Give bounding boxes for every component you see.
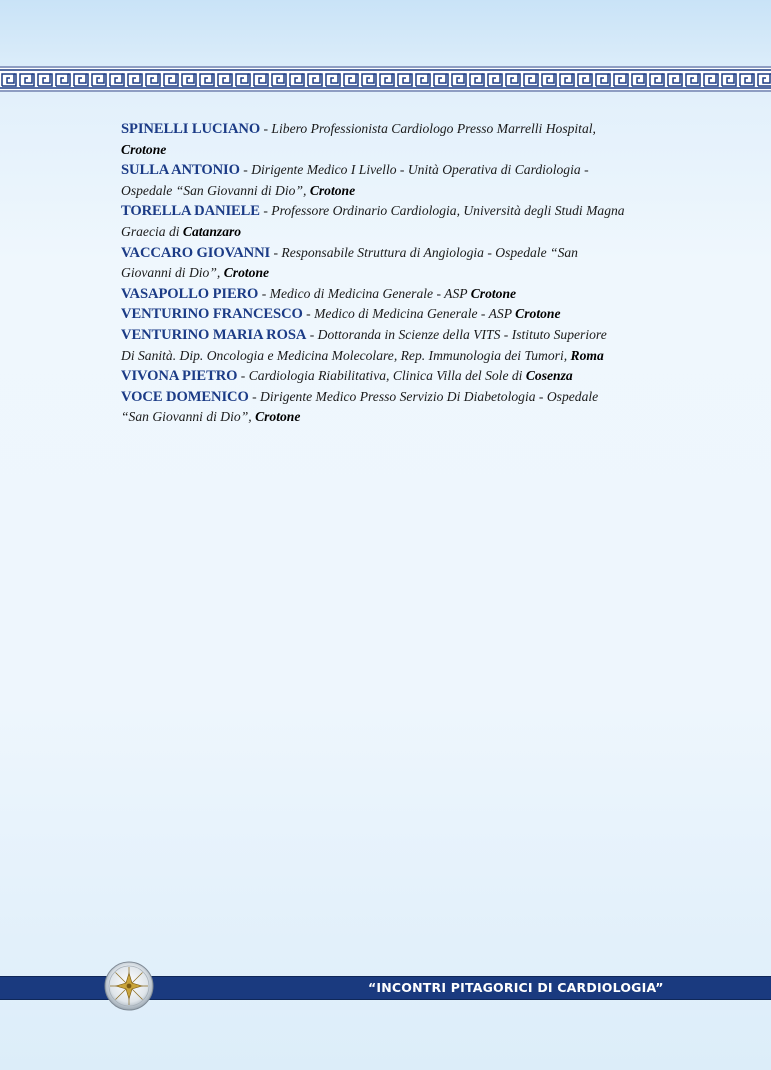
person-role-cont: Di Sanità. Dip. Oncologia e Medicina Molecolare, Rep. Immunologia dei Tumori, [121,347,571,363]
greek-key-border [0,66,771,92]
person-city: Crotone [309,182,356,198]
person-role: - Medico di Medicina Generale - ASP [302,306,516,322]
list-item [121,284,661,305]
pythagorean-emblem-icon [104,961,154,1011]
person-role: - Medico di Medicina Generale - ASP [258,285,471,301]
person-role-cont: “San Giovanni di Dio”, [121,409,256,425]
person-role-cont: Ospedale “San Giovanni di Dio”, [121,182,310,198]
person-role: - Libero Professionista Cardiologo Presso Marrelli Hospital, [260,121,596,136]
person-role: - Dirigente Medico Presso Servizio Di Diabetologia - Ospedale [248,388,599,404]
person-name: SULLA ANTONIO [121,162,240,179]
faculty-list [121,119,661,428]
person-city: Crotone [121,141,167,157]
person-city: Crotone [223,265,270,281]
person-city: Catanzaro [182,223,242,239]
person-role: - Cardiologia Riabilitativa, Clinica Villa del Sole di [237,368,526,384]
list-item [121,325,661,366]
person-name: VOCE DOMENICO [121,388,249,405]
list-item [121,201,661,242]
footer-title: “INCONTRI PITAGORICI DI CARDIOLOGIA” [368,980,664,995]
person-city: Crotone [255,409,301,425]
person-name: SPINELLI LUCIANO [121,121,261,137]
person-name: TORELLA DANIELE [121,203,260,220]
person-name: VENTURINO FRANCESCO [121,306,303,323]
list-item [121,387,661,428]
list-item [121,304,661,325]
person-name: VIVONA PIETRO [121,368,238,385]
list-item [121,119,661,160]
person-city: Roma [570,347,604,363]
list-item [121,366,661,387]
person-role: - Dottoranda in Scienze della VITS - Istituto Superiore [306,326,607,342]
person-city: Cosenza [525,368,573,384]
person-role: - Professore Ordinario Cardiologia, Università degli Studi Magna [259,203,625,219]
list-item [121,160,661,201]
person-city: Crotone [515,306,561,322]
person-name: VASAPOLLO PIERO [121,285,259,302]
list-item [121,243,661,284]
person-name: VACCARO GIOVANNI [121,244,271,261]
person-role-cont: Giovanni di Dio”, [121,265,224,281]
person-role: - Dirigente Medico I Livello - Unità Operativa di Cardiologia - [239,162,589,178]
person-city: Crotone [470,285,517,301]
person-role: - Responsabile Struttura di Angiologia - Ospedale “San [270,244,578,260]
person-name: VENTURINO MARIA ROSA [121,326,307,343]
person-role-cont: Graecia di [121,223,183,239]
